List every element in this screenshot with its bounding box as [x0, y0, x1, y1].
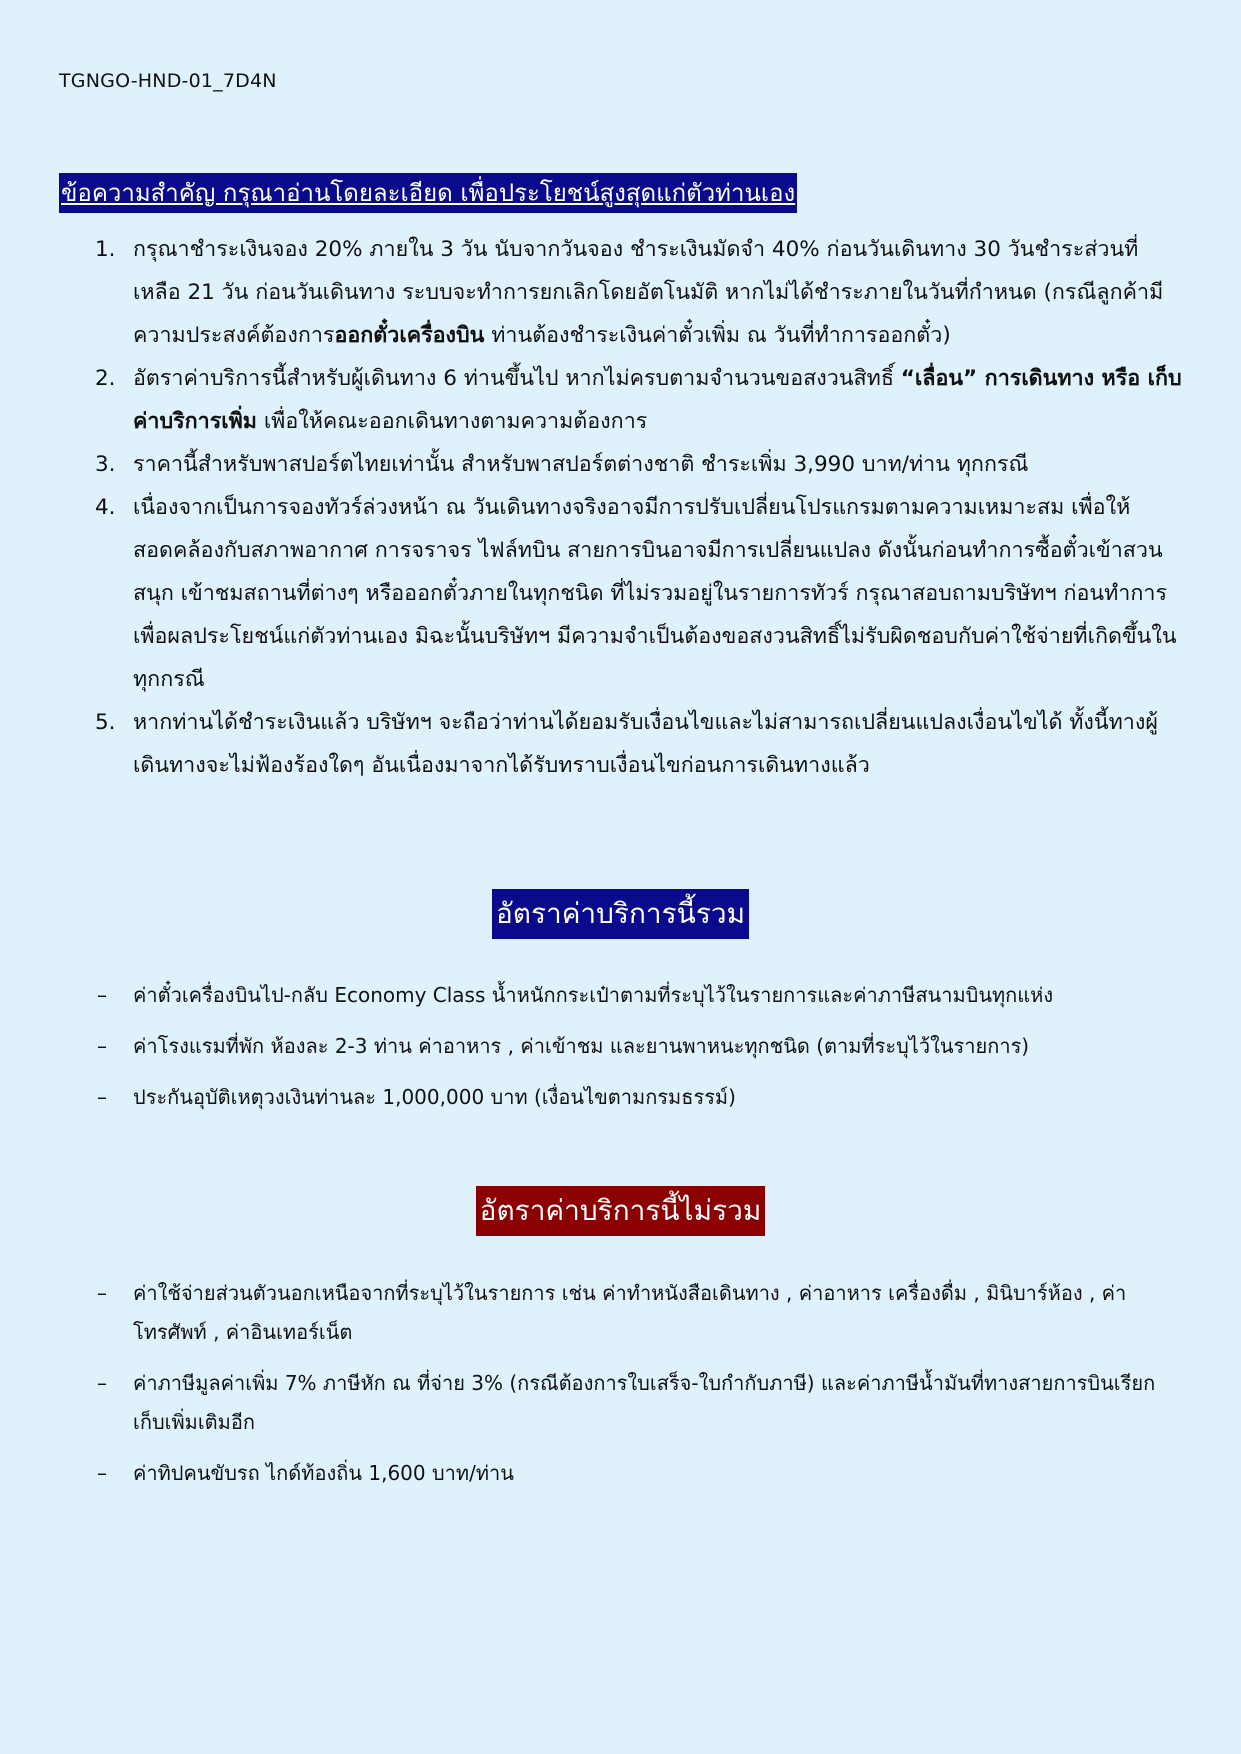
- dash-bullet-icon: –: [97, 1281, 107, 1305]
- notice-item-number: 2.: [95, 366, 116, 391]
- document-code: TGNGO-HND-01_7D4N: [59, 70, 277, 92]
- notice-item: [95, 228, 1185, 357]
- dash-bullet-icon: –: [97, 1034, 107, 1058]
- important-notice-list: [95, 228, 1185, 787]
- excluded-section-heading: อัตราค่าบริการนี้ไม่รวม: [476, 1186, 766, 1236]
- notice-item-bold-text: “เลื่อน” การเดินทาง หรือ เก็บค่าบริการเพิ่ม: [133, 366, 1182, 434]
- notice-item: [95, 701, 1185, 787]
- excluded-list: [95, 1274, 1185, 1505]
- included-item-text: ประกันอุบัติเหตุวงเงินท่านละ 1,000,000 บาท (เงื่อนไขตามกรมธรรม์): [133, 1085, 736, 1109]
- dash-bullet-icon: –: [97, 1461, 107, 1485]
- notice-item-text: เนื่องจากเป็นการจองทัวร์ล่วงหน้า ณ วันเดินทางจริงอาจมีการปรับเปลี่ยนโปรแกรมตามความเหมาะสม เพื่อให้สอดคล้องกับสภาพอากาศ การจราจร ไฟล์ทบิน สายการบินอาจมีการเปลี่ยนแปลง ดังนั้นก่อนทำการซื้อตั๋วเข้าสวนสนุก เข้าชมสถานที่ต่างๆ หรือออกตั๋วภายในทุกชนิด ที่ไม่รวมอยู่ในรายการทัวร์ กรุณาสอบถามบริษัทฯ ก่อนทำการ เพื่อผลประโยชน์แก่ตัวท่านเอง มิฉะนั้นบริษัทฯ มีความจำเป็นต้องขอสงวนสิทธิ์ไม่รับผิดชอบกับค่าใช้จ่ายที่เกิดขึ้นในทุกกรณี: [133, 495, 1177, 692]
- notice-item-text-tail: ท่านต้องชำระเงินค่าตั๋วเพิ่ม ณ วันที่ทำการออกตั๋ว): [484, 323, 951, 348]
- notice-item-number: 5.: [95, 710, 116, 735]
- included-section-heading-wrap: [0, 889, 1241, 939]
- excluded-item: [95, 1454, 1185, 1493]
- included-section-heading: อัตราค่าบริการนี้รวม: [492, 889, 749, 939]
- notice-item-text: หากท่านได้ชำระเงินแล้ว บริษัทฯ จะถือว่าท่านได้ยอมรับเงื่อนไขและไม่สามารถเปลี่ยนแปลงเงื่อนไขได้ ทั้งนี้ทางผู้เดินทางจะไม่ฟ้องร้องใดๆ อันเนื่องมาจากได้รับทราบเงื่อนไขก่อนการเดินทางแล้ว: [133, 710, 1158, 778]
- notice-item-number: 3.: [95, 452, 116, 477]
- notice-item-text: กรุณาชำระเงินจอง 20% ภายใน 3 วัน นับจากวันจอง ชำระเงินมัดจำ 40% ก่อนวันเดินทาง 30 วันชำระส่วนที่เหลือ 21 วัน ก่อนวันเดินทาง ระบบจะทำการยกเลิกโดยอัตโนมัติ หากไม่ได้ชำระภายในวันที่กำหนด (กรณีลูกค้ามีความประสงค์ต้องการ: [133, 237, 1164, 348]
- notice-item-number: 1.: [95, 237, 116, 262]
- notice-item-text: อัตราค่าบริการนี้สำหรับผู้เดินทาง 6 ท่านขึ้นไป หากไม่ครบตามจำนวนขอสงวนสิทธิ์: [133, 366, 901, 391]
- included-item: [95, 976, 1185, 1015]
- dash-bullet-icon: –: [97, 1085, 107, 1109]
- excluded-item-text: ค่าภาษีมูลค่าเพิ่ม 7% ภาษีหัก ณ ที่จ่าย 3% (กรณีต้องการใบเสร็จ-ใบกำกับภาษี) และค่าภาษีน้ำมันที่ทางสายการบินเรียกเก็บเพิ่มเติมอีก: [133, 1371, 1156, 1434]
- notice-item-number: 4.: [95, 495, 116, 520]
- notice-item: [95, 357, 1185, 443]
- dash-bullet-icon: –: [97, 983, 107, 1007]
- excluded-item-text: ค่าใช้จ่ายส่วนตัวนอกเหนือจากที่ระบุไว้ในรายการ เช่น ค่าทำหนังสือเดินทาง , ค่าอาหาร เครื่องดื่ม , มินิบาร์ห้อง , ค่าโทรศัพท์ , ค่าอินเทอร์เน็ต: [133, 1281, 1127, 1344]
- notice-item: [95, 486, 1185, 701]
- included-item: [95, 1078, 1185, 1117]
- excluded-item: [95, 1364, 1185, 1442]
- notice-item-text: ราคานี้สำหรับพาสปอร์ตไทยเท่านั้น สำหรับพาสปอร์ตต่างชาติ ชำระเพิ่ม 3,990 บาท/ท่าน ทุกกรณี: [133, 452, 1029, 477]
- notice-item-text-tail: เพื่อให้คณะออกเดินทางตามความต้องการ: [256, 409, 648, 434]
- excluded-item: [95, 1274, 1185, 1352]
- notice-item-bold-text: ออกตั๋วเครื่องบิน: [334, 323, 485, 348]
- dash-bullet-icon: –: [97, 1371, 107, 1395]
- included-item: [95, 1027, 1185, 1066]
- included-list: [95, 976, 1185, 1129]
- excluded-section-heading-wrap: [0, 1186, 1241, 1236]
- included-item-text: ค่าโรงแรมที่พัก ห้องละ 2-3 ท่าน ค่าอาหาร , ค่าเข้าชม และยานพาหนะทุกชนิด (ตามที่ระบุไว้ในรายการ): [133, 1034, 1030, 1058]
- important-notice-heading: ข้อความสำคัญ กรุณาอ่านโดยละเอียด เพื่อประโยชน์สูงสุดแก่ตัวท่านเอง: [59, 173, 797, 213]
- excluded-item-text: ค่าทิปคนขับรถ ไกด์ท้องถิ่น 1,600 บาท/ท่าน: [133, 1461, 514, 1485]
- notice-item: [95, 443, 1185, 486]
- included-item-text: ค่าตั๋วเครื่องบินไป-กลับ Economy Class น้ำหนักกระเป๋าตามที่ระบุไว้ในรายการและค่าภาษีสนามบินทุกแห่ง: [133, 983, 1054, 1007]
